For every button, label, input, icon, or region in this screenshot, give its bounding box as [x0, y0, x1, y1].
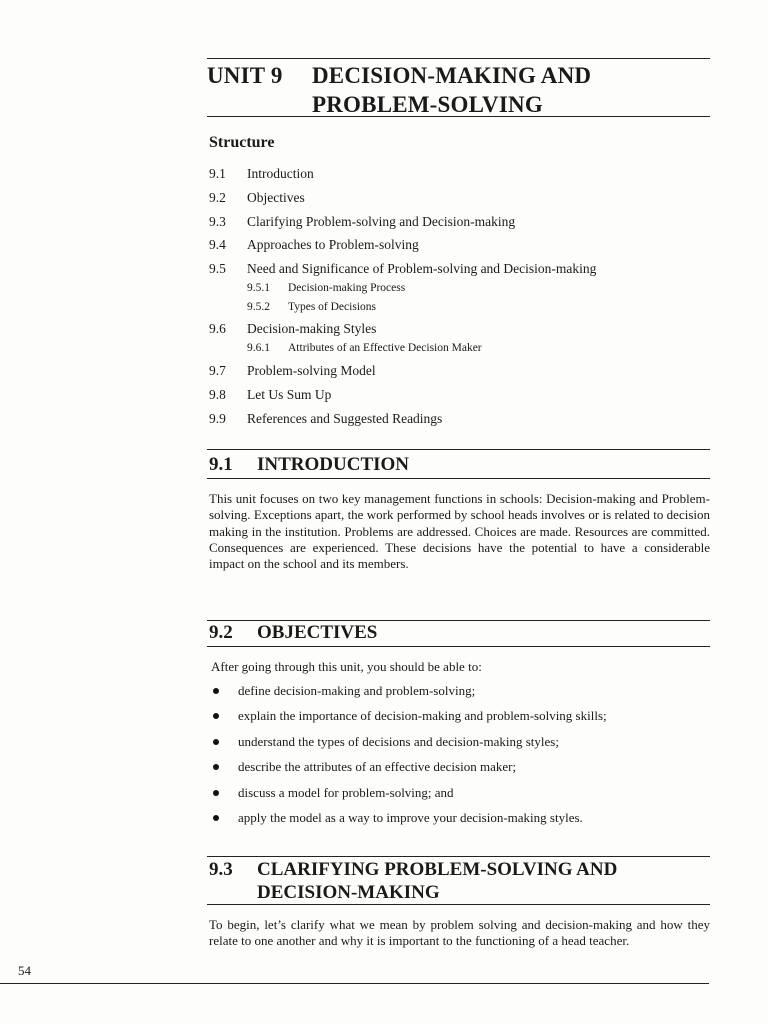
bullet-icon	[213, 713, 219, 719]
section-number: 9.3	[209, 859, 233, 880]
section-heading-clarifying	[209, 858, 617, 904]
list-item-text: define decision-making and problem-solving;	[238, 683, 476, 698]
section-title: OBJECTIVES	[257, 622, 378, 643]
toc-title: Decision-making Styles	[247, 321, 377, 336]
section-top-rule	[207, 856, 710, 857]
title-top-rule	[207, 58, 710, 59]
toc-title: Approaches to Problem-solving	[247, 237, 419, 252]
title-bottom-rule	[207, 116, 710, 117]
toc-number: 9.6.1	[247, 342, 270, 354]
list-item	[211, 785, 711, 810]
introduction-paragraph: This unit focuses on two key management functions in schools: Decision-making and Problem-solving. Exceptions apart, the work performed by school heads involves or is related to decision making in the institution. Problems are addressed. Choices are made. Resources are committed. Consequences are experienced. These decisions have the potential to have a considerable impact on the school and its members.	[209, 491, 710, 572]
toc-title: Attributes of an Effective Decision Maker	[288, 342, 482, 354]
toc-title: Introduction	[247, 166, 314, 181]
objectives-list	[211, 683, 711, 835]
bullet-icon	[213, 815, 219, 821]
list-item	[211, 810, 711, 835]
section-number: 9.1	[209, 454, 233, 475]
section-number: 9.2	[209, 622, 233, 643]
list-item-text: describe the attributes of an effective decision maker;	[238, 759, 517, 775]
toc-title: Decision-making Process	[288, 282, 406, 294]
toc-title: References and Suggested Readings	[247, 411, 443, 426]
structure-heading: Structure	[209, 134, 275, 151]
toc-title: Clarifying Problem-solving and Decision-making	[247, 214, 516, 229]
unit-title-line-2: PROBLEM-SOLVING	[312, 92, 543, 117]
bullet-icon	[213, 764, 219, 770]
toc-title: Objectives	[247, 190, 305, 205]
list-item	[211, 734, 711, 759]
list-item	[211, 759, 711, 784]
toc-number: 9.8	[209, 387, 226, 402]
page-number: 54	[18, 963, 31, 978]
list-item	[211, 683, 711, 708]
toc-number: 9.5.1	[247, 282, 270, 294]
toc-number: 9.7	[209, 363, 226, 378]
bullet-icon	[213, 739, 219, 745]
toc-number: 9.5	[209, 261, 226, 276]
toc-title: Problem-solving Model	[247, 363, 376, 378]
bullet-icon	[213, 688, 219, 694]
toc-number: 9.4	[209, 237, 226, 252]
section-title-line-2: DECISION-MAKING	[257, 882, 440, 903]
unit-title-line-1: DECISION-MAKING AND	[312, 63, 592, 88]
section-top-rule	[207, 620, 710, 621]
list-item-text: explain the importance of decision-making and problem-solving skills;	[238, 708, 607, 724]
toc-number: 9.9	[209, 411, 226, 426]
objectives-lead: After going through this unit, you should be able to:	[211, 659, 482, 674]
section-heading-introduction	[209, 454, 409, 476]
toc-title: Need and Significance of Problem-solving and Decision-making	[247, 261, 597, 276]
section-title-line-1: CLARIFYING PROBLEM-SOLVING AND	[257, 859, 618, 880]
toc-title: Let Us Sum Up	[247, 387, 332, 402]
section-bottom-rule	[207, 646, 710, 647]
section-bottom-rule	[207, 904, 710, 905]
section-top-rule	[207, 449, 710, 450]
toc-number: 9.3	[209, 214, 226, 229]
bullet-icon	[213, 790, 219, 796]
unit-number: UNIT 9	[207, 63, 283, 88]
section-bottom-rule	[207, 478, 710, 479]
footer-rule	[0, 983, 709, 984]
toc-number: 9.1	[209, 166, 226, 181]
list-item	[211, 708, 711, 733]
section-title: INTRODUCTION	[257, 454, 410, 475]
list-item-text: discuss a model for problem-solving; and	[238, 784, 454, 800]
toc-number: 9.6	[209, 321, 226, 336]
list-item-text: apply the model as a way to improve your decision-making styles.	[238, 809, 583, 825]
toc-number: 9.5.2	[247, 301, 270, 313]
list-item-text: understand the types of decisions and decision-making styles;	[238, 733, 559, 749]
section-heading-objectives	[209, 622, 377, 644]
toc-number: 9.2	[209, 190, 226, 205]
clarifying-paragraph: To begin, let’s clarify what we mean by problem solving and decision-making and how they relate to one another and why it is important to the functioning of a head teacher.	[209, 917, 710, 949]
toc-title: Types of Decisions	[288, 301, 376, 313]
